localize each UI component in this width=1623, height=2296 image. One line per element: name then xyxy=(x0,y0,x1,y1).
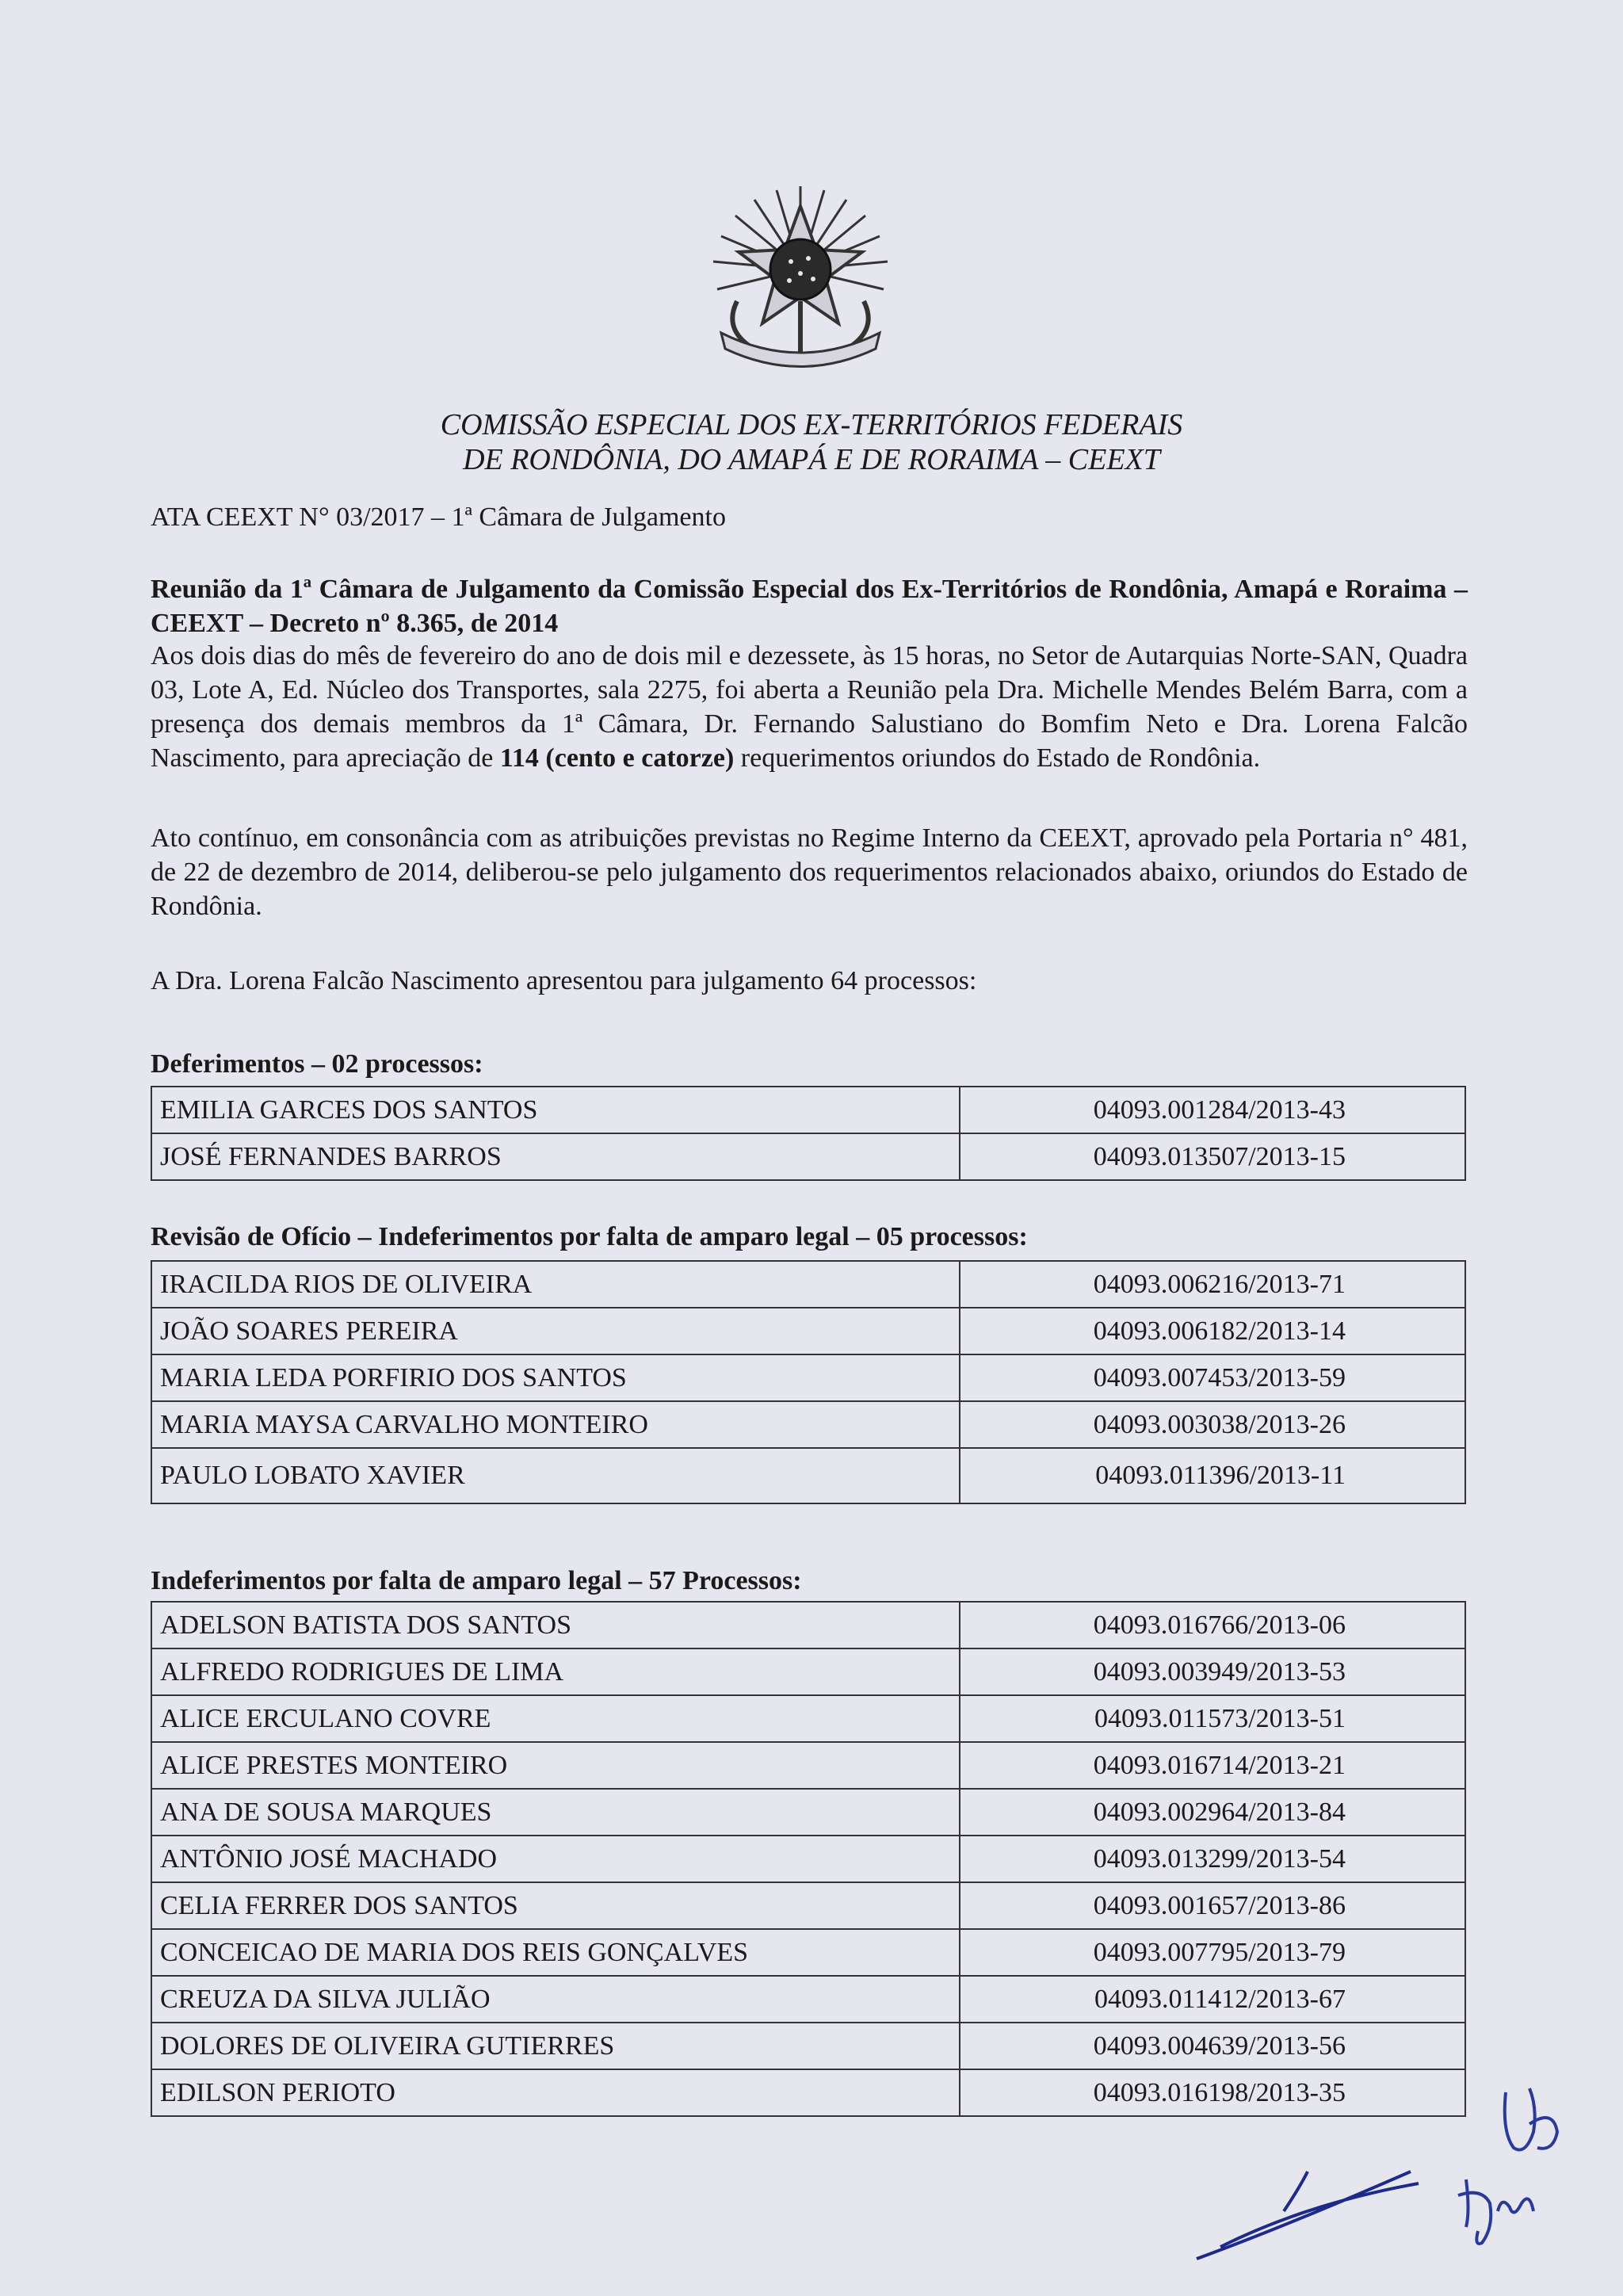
table-row xyxy=(151,2023,1465,2069)
header-title-line2: DE RONDÔNIA, DO AMAPÁ E DE RORAIMA – CEEXT xyxy=(463,443,1160,476)
process-name: CELIA FERRER DOS SANTOS xyxy=(151,1882,960,1929)
process-name: ADELSON BATISTA DOS SANTOS xyxy=(151,1602,960,1648)
process-name: JOÃO SOARES PEREIRA xyxy=(151,1308,960,1354)
table-row xyxy=(151,1976,1465,2023)
table-row xyxy=(151,1695,1465,1742)
meeting-paragraph-3: A Dra. Lorena Falcão Nascimento apresentou para julgamento 64 processos: xyxy=(151,966,977,995)
ata-reference: ATA CEEXT N° 03/2017 – 1ª Câmara de Julgamento xyxy=(151,502,726,532)
table-indeferimentos xyxy=(151,1601,1466,2117)
process-name: DOLORES DE OLIVEIRA GUTIERRES xyxy=(151,2023,960,2069)
header-title-line1: COMISSÃO ESPECIAL DOS EX-TERRITÓRIOS FEDERAIS xyxy=(440,408,1183,441)
process-name: MARIA MAYSA CARVALHO MONTEIRO xyxy=(151,1401,960,1448)
process-name: PAULO LOBATO XAVIER xyxy=(151,1448,960,1503)
process-number: 04093.011396/2013-11 xyxy=(960,1448,1465,1503)
paragraph-1-end: requerimentos oriundos do Estado de Rondônia. xyxy=(734,743,1261,773)
process-name: EDILSON PERIOTO xyxy=(151,2069,960,2116)
section-heading-indeferimentos: Indeferimentos por falta de amparo legal – 57 Processos: xyxy=(151,1566,802,1595)
paragraph-1-start: Aos dois dias do mês de fevereiro do ano de dois mil e dezessete, às 15 horas, no Setor de Autarquias Norte-SAN, Quadra 03, Lote A, Ed. Núcleo dos Transportes, sala 2275, foi aberta a Reunião pela Dra. Michelle Mendes Belém Barra, com a presença dos demais membros da 1ª Câmara, Dr. Fernando Salustiano do Bomfim Neto e Dra. Lorena Falcão Nascimento, para apreciação de xyxy=(151,641,1468,773)
table-row xyxy=(151,1401,1465,1448)
table-row xyxy=(151,1354,1465,1401)
process-number: 04093.013299/2013-54 xyxy=(960,1836,1465,1882)
process-number: 04093.001657/2013-86 xyxy=(960,1882,1465,1929)
process-name: EMILIA GARCES DOS SANTOS xyxy=(151,1087,960,1133)
process-name: ALFREDO RODRIGUES DE LIMA xyxy=(151,1648,960,1695)
process-number: 04093.016198/2013-35 xyxy=(960,2069,1465,2116)
process-name: CONCEICAO DE MARIA DOS REIS GONÇALVES xyxy=(151,1929,960,1976)
table-row xyxy=(151,1261,1465,1308)
process-number: 04093.016714/2013-21 xyxy=(960,1742,1465,1789)
table-deferimentos xyxy=(151,1086,1466,1181)
table-row xyxy=(151,1836,1465,1882)
process-number: 04093.003038/2013-26 xyxy=(960,1401,1465,1448)
process-number: 04093.003949/2013-53 xyxy=(960,1648,1465,1695)
process-number: 04093.011412/2013-67 xyxy=(960,1976,1465,2023)
coat-of-arms-seal-icon xyxy=(689,182,911,380)
process-name: CREUZA DA SILVA JULIÃO xyxy=(151,1976,960,2023)
table-row xyxy=(151,1742,1465,1789)
table-row xyxy=(151,1448,1465,1503)
process-name: ANA DE SOUSA MARQUES xyxy=(151,1789,960,1836)
handwritten-initials-icon xyxy=(1490,2076,1569,2164)
table-row xyxy=(151,1308,1465,1354)
meeting-paragraph-2: Ato contínuo, em consonância com as atribuições previstas no Regime Interno da CEEXT, aprovado pela Portaria n° 481, de 22 de dezembro de 2014, deliberou-se pelo julgamento dos requerimentos relacionados abaixo, oriundos do Estado de Rondônia. xyxy=(151,823,1468,921)
table-row xyxy=(151,1087,1465,1133)
paragraph-1-count: 114 (cento e catorze) xyxy=(499,743,735,773)
table-row xyxy=(151,1648,1465,1695)
process-number: 04093.016766/2013-06 xyxy=(960,1602,1465,1648)
process-number: 04093.007453/2013-59 xyxy=(960,1354,1465,1401)
process-number: 04093.001284/2013-43 xyxy=(960,1087,1465,1133)
process-name: ALICE PRESTES MONTEIRO xyxy=(151,1742,960,1789)
handwritten-signature-icon xyxy=(1189,2156,1426,2267)
table-row xyxy=(151,2069,1465,2116)
process-name: MARIA LEDA PORFIRIO DOS SANTOS xyxy=(151,1354,960,1401)
table-row xyxy=(151,1133,1465,1180)
process-number: 04093.006216/2013-71 xyxy=(960,1261,1465,1308)
table-row xyxy=(151,1602,1465,1648)
process-name: ALICE ERCULANO COVRE xyxy=(151,1695,960,1742)
meeting-paragraph-1 xyxy=(151,639,1468,775)
process-number: 04093.013507/2013-15 xyxy=(960,1133,1465,1180)
process-number: 04093.006182/2013-14 xyxy=(960,1308,1465,1354)
table-row xyxy=(151,1929,1465,1976)
process-name: ANTÔNIO JOSÉ MACHADO xyxy=(151,1836,960,1882)
process-number: 04093.011573/2013-51 xyxy=(960,1695,1465,1742)
section-heading-deferimentos: Deferimentos – 02 processos: xyxy=(151,1049,483,1079)
handwritten-initials-icon xyxy=(1450,2164,1553,2251)
table-row xyxy=(151,1882,1465,1929)
process-number: 04093.002964/2013-84 xyxy=(960,1789,1465,1836)
table-revisao xyxy=(151,1260,1466,1504)
process-number: 04093.004639/2013-56 xyxy=(960,2023,1465,2069)
table-row xyxy=(151,1789,1465,1836)
section-heading-revisao: Revisão de Ofício – Indeferimentos por falta de amparo legal – 05 processos: xyxy=(151,1222,1028,1251)
process-name: IRACILDA RIOS DE OLIVEIRA xyxy=(151,1261,960,1308)
process-number: 04093.007795/2013-79 xyxy=(960,1929,1465,1976)
process-name: JOSÉ FERNANDES BARROS xyxy=(151,1133,960,1180)
meeting-heading: Reunião da 1ª Câmara de Julgamento da Comissão Especial dos Ex-Territórios de Rondônia, Amapá e Roraima – CEEXT – Decreto nº 8.365, de 2014 xyxy=(151,575,1468,638)
